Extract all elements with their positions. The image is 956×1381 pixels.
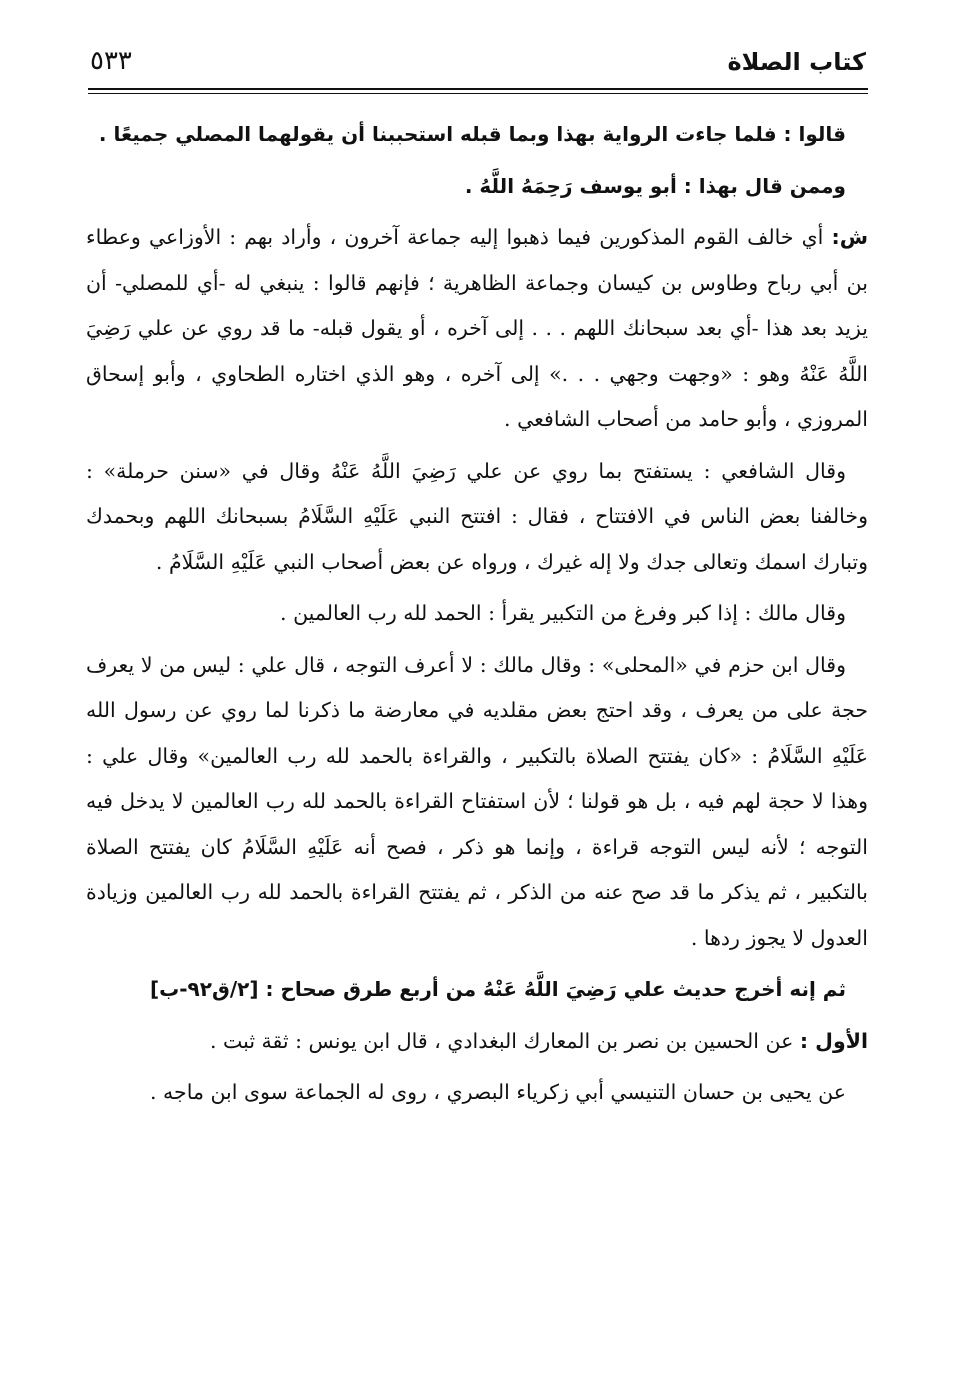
paragraph: وقال ابن حزم في «المحلى» : وقال مالك : لا أعرف التوجه ، قال علي : ليس من لا يعرف حجة على من يعرف ، وقد احتج بعض مقلديه في معارضة ما ذكرنا لما روي عن رسول الله عَلَيْهِ السَّلَامُ : «كان يفتتح الصلاة بالتكبير ، والقراءة بالحمد لله رب العالمين» وقال علي : وهذا لا حجة لهم فيه ، بل هو قولنا ؛ لأن استفتاح القراءة بالحمد لله رب العالمين لا يدخل فيه التوجه ؛ لأنه ليس التوجه قراءة ، وإنما هو ذكر ، فصح أنه عَلَيْهِ السَّلَامُ كان يفتتح الصلاة بالتكبير ، ثم يذكر ما قد صح عنه من الذكر ، ثم يفتتح القراءة بالحمد لله رب العالمين وزيادة العدول لا يجوز ردها . — [86, 652, 868, 950]
paragraph: عن يحيى بن حسان التنيسي أبي زكرياء البصري ، روى له الجماعة سوى ابن ماجه . — [150, 1080, 846, 1104]
paragraph: وقال مالك : إذا كبر وفرغ من التكبير يقرأ : الحمد لله رب العالمين . — [280, 601, 846, 625]
page-header — [90, 38, 866, 88]
chapter-title: كتاب الصلاة — [727, 48, 866, 76]
paragraph: ش: أي خالف القوم المذكورين فيما ذهبوا إليه جماعة آخرون ، وأراد بهم : الأوزاعي وعطاء بن أبي رباح وطاوس بن كيسان وجماعة الظاهرية ؛ فإنهم قالوا : ينبغي له -أي للمصلي- أن يزيد بعد هذا -أي بعد سبحانك اللهم . . . إلى آخره ، أو يقول قبله- ما قد روي عن علي رَضِيَ اللَّهُ عَنْهُ وهو : «وجهت وجهي . . .» إلى آخره ، وهو الذي اختاره الطحاوي ، وأبو إسحاق المروزي ، وأبو حامد من أصحاب الشافعي . — [86, 225, 868, 431]
header-rule-thick — [88, 88, 868, 90]
page-body — [86, 112, 868, 1341]
paragraph: الأول : عن الحسين بن نصر بن المعارك البغدادي ، قال ابن يونس : ثقة ثبت . — [209, 1028, 868, 1053]
section-label: الأول : — [799, 1028, 868, 1053]
page-number: ٥٣٣ — [90, 46, 132, 76]
paragraph: ثم إنه أخرج حديث علي رَضِيَ اللَّهُ عَنْهُ من أربع طرق صحاح : [٢/ق٩٢-ب] — [150, 977, 846, 1001]
commentary-label: ش: — [831, 225, 868, 249]
paragraph: قالوا : فلما جاءت الرواية بهذا وبما قبله استحببنا أن يقولهما المصلي جميعًا . — [98, 122, 846, 146]
header-rule-thin — [88, 93, 868, 94]
paragraph: وقال الشافعي : يستفتح بما روي عن علي رَضِيَ اللَّهُ عَنْهُ وقال في «سنن حرملة» : وخالفنا بعض الناس في الافتتاح ، فقال : افتتح النبي عَلَيْهِ السَّلَامُ بسبحانك اللهم وبحمدك وتبارك اسمك وتعالى جدك ولا إله غيرك ، ورواه عن بعض أصحاب النبي عَلَيْهِ السَّلَامُ . — [86, 458, 868, 574]
paragraph: وممن قال بهذا : أبو يوسف رَحِمَهُ اللَّهُ . — [464, 173, 846, 198]
